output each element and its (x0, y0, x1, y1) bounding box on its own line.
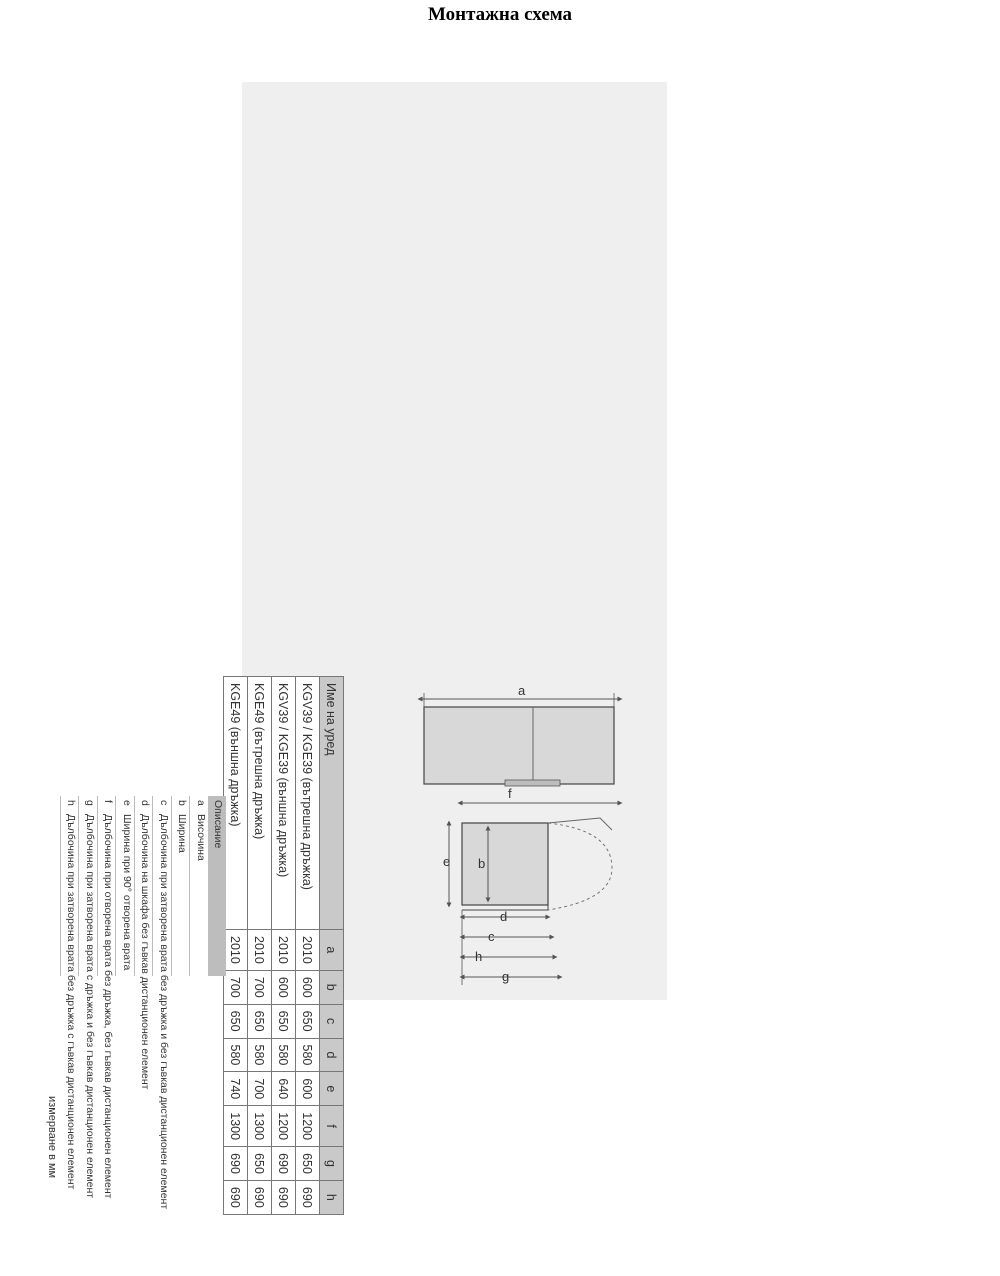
description-header: Описание (208, 796, 226, 976)
table-cell: 1200 (272, 1106, 296, 1147)
col-header: b (320, 970, 344, 1004)
table-cell: 690 (224, 1180, 248, 1214)
description-text: Дълбочина при затворена врата с дръжка и без гъвкав дистанционен елемент (84, 814, 96, 1199)
table-cell: 650 (248, 1004, 272, 1038)
table-cell: 700 (224, 970, 248, 1004)
table-cell: 690 (224, 1147, 248, 1181)
table-cell: 580 (296, 1038, 320, 1072)
top-view-drawing (443, 786, 620, 985)
page-title: Монтажна схема (427, 4, 573, 25)
dimension-label-a: a (518, 683, 526, 698)
table-cell: 2010 (224, 930, 248, 971)
col-header: c (320, 1004, 344, 1038)
table-cell: 600 (296, 970, 320, 1004)
col-header: g (320, 1147, 344, 1181)
dimension-label-e: e (443, 854, 451, 869)
description-text: Дълбочина при отворена врата без дръжка, без гъвкав дистанционен елемент (102, 814, 115, 1199)
table-cell: 700 (248, 970, 272, 1004)
col-header: d (320, 1038, 344, 1072)
table-cell: 700 (248, 1072, 272, 1106)
description-key: c (158, 800, 170, 806)
dimension-label-d: d (500, 909, 508, 924)
side-view-drawing (420, 683, 620, 786)
table-cell: 690 (272, 1180, 296, 1214)
description-key: h (65, 800, 78, 806)
table-cell: 640 (272, 1072, 296, 1106)
col-header: h (320, 1180, 344, 1214)
unit-note: измерване в мм (46, 1096, 58, 1179)
table-cell: 650 (296, 1147, 320, 1181)
col-header: f (320, 1106, 344, 1147)
description-key: a (195, 800, 207, 806)
description-key: e (121, 800, 133, 806)
description-key: f (102, 800, 115, 803)
col-header: a (320, 930, 344, 971)
table-cell: 2010 (296, 930, 320, 971)
description-key: b (176, 800, 189, 806)
table-cell: KGV39 / KGE39 (вътрешна дръжка) (296, 677, 320, 930)
table-cell: 600 (296, 1072, 320, 1106)
col-header: Име на уред (320, 677, 344, 930)
description-text: Ширина при 90° отворена врата (121, 814, 133, 971)
dimension-label-h: h (475, 949, 483, 964)
table-cell: 690 (296, 1180, 320, 1214)
col-header: e (320, 1072, 344, 1106)
table-cell: 690 (272, 1147, 296, 1181)
description-text: Ширина (176, 814, 189, 853)
table-cell: KGV39 / KGE39 (външна дръжка) (272, 677, 296, 930)
description-key: d (139, 800, 152, 806)
table-cell: 1300 (224, 1106, 248, 1147)
table-cell: 690 (248, 1180, 272, 1214)
table-cell: 2010 (272, 930, 296, 971)
description-key: g (84, 800, 96, 806)
description-text: Дълбочина при затворена врата без дръжка и без гъвкав дистанционен елемент (158, 814, 170, 1210)
description-text: Дълбочина при затворена врата без дръжка с гъвкав дистанционен елемент (65, 814, 78, 1190)
table-cell: KGE49 (външна дръжка) (224, 677, 248, 930)
dimension-label-c: c (488, 929, 495, 944)
table-cell: 600 (272, 970, 296, 1004)
table-cell: 2010 (248, 930, 272, 971)
description-text: Височина (195, 814, 207, 861)
table-cell: 650 (272, 1004, 296, 1038)
dimension-label-f: f (508, 786, 512, 801)
table-cell: 580 (272, 1038, 296, 1072)
table-cell: 650 (224, 1004, 248, 1038)
table-cell: 650 (296, 1004, 320, 1038)
table-cell: 1300 (248, 1106, 272, 1147)
dimension-label-b: b (478, 856, 486, 871)
table-cell: 580 (224, 1038, 248, 1072)
table-cell: KGE49 (вътрешна дръжка) (248, 677, 272, 930)
table-cell: 650 (248, 1147, 272, 1181)
dimension-label-g: g (502, 969, 510, 984)
description-text: Дълбочина на шкафа без гъвкав дистанционен елемент (139, 814, 152, 1090)
table-cell: 740 (224, 1072, 248, 1106)
table-cell: 1200 (296, 1106, 320, 1147)
table-cell: 580 (248, 1038, 272, 1072)
